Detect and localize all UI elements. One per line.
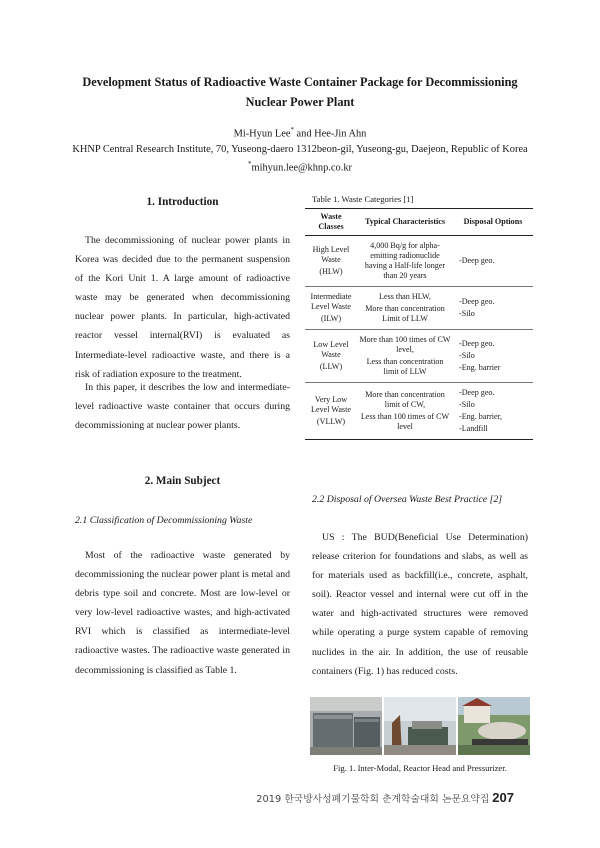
title-line-1: Development Status of Radioactive Waste Container Package for Decommissioning	[82, 75, 518, 89]
subsection-2-2-heading: 2.2 Disposal of Oversea Waste Best Practice [2]	[312, 494, 503, 505]
title-line-2: Nuclear Power Plant	[245, 95, 355, 109]
affiliation: KHNP Central Research Institute, 70, Yuseong-daero 1312beon-gil, Yuseong-gu, Daejeon, Republic of Korea	[72, 143, 528, 155]
waste-class-cell: Intermediate Level Waste (ILW)	[310, 292, 352, 323]
table-caption: Table 1. Waste Categories [1]	[312, 194, 414, 204]
disposal-cell: -Deep geo.	[459, 256, 495, 265]
header-typical-characteristics: Typical Characteristics	[364, 217, 446, 226]
paper-title	[60, 72, 540, 112]
author-email: *mihyun.lee@khnp.co.kr	[248, 160, 352, 174]
waste-class-cell: High Level Waste (HLW)	[312, 245, 350, 276]
pressurizer-photo	[458, 697, 530, 755]
intro-heading: 1. Introduction	[146, 196, 219, 208]
author-names: Mi-Hyun Lee* and Hee-Jin Ahn	[233, 126, 367, 140]
intro-paragraph-2: In this paper, it describes the low and intermediate-level radioactive waste container that occurs during decommissioning at nuclear power plants.	[75, 382, 290, 432]
table-row	[305, 330, 533, 383]
header-waste-classes: Waste Classes	[318, 212, 344, 231]
figure-caption: Fig. 1. Inter-Modal, Reactor Head and Pressurizer.	[333, 763, 507, 773]
disposal-cell: -Deep geo. -Silo	[459, 297, 495, 318]
page-number: 207	[492, 790, 514, 805]
header-disposal-options: Disposal Options	[463, 217, 523, 226]
disposal-cell: -Deep geo. -Silo -Eng. barrier, -Landfill	[459, 388, 503, 433]
main-subject-paragraph: Most of the radioactive waste generated by decommissioning the nuclear power plant is metal and debris type soil and concrete. Most are low-level or very low-level radioactive wastes, and high-activated RVI which is classified as intermediate-level radioactive wastes. The radioactive waste generated in decommissioning is classified as Table 1.	[75, 550, 290, 676]
table-header-row	[305, 209, 533, 236]
characteristics-cell: More than 100 times of CW level, Less than concentration limit of LLW	[359, 335, 451, 376]
disposal-practice-paragraph: US : The BUD(Beneficial Use Determination) release criterion for foundations and slabs, as well as for materials used as backfill(i.e., concrete, asphalt, soil). Reactor vessel and internal were cut off in the water and high-activated structures were removed while operating a purge system capable of removing nuclides in the air. In addition, the use of reusable containers (Fig. 1) has reduced costs.	[312, 532, 528, 677]
characteristics-cell: Less than HLW, More than concentration Limit of LLW	[365, 292, 445, 323]
author-block	[40, 123, 560, 176]
page-footer	[256, 790, 514, 805]
table-row	[305, 383, 533, 440]
waste-class-cell: Low Level Waste (LLW)	[313, 340, 349, 371]
figure-1-photos	[310, 697, 530, 755]
waste-categories-table	[305, 208, 533, 440]
characteristics-cell: More than concentration limit of CW, Less than 100 times of CW level	[360, 390, 450, 431]
characteristics-cell: 4,000 Bq/g for alpha-emitting radionuclide having a Half-life longer than 20 years	[364, 241, 446, 280]
subsection-2-1-heading: 2.1 Classification of Decommissioning Waste	[75, 515, 253, 526]
footer-text: 2019 한국방사성폐기물학회 춘계학술대회 논문요약집	[256, 794, 490, 805]
waste-class-cell: Very Low Level Waste (VLLW)	[311, 395, 351, 426]
disposal-cell: -Deep geo. -Silo -Eng. barrier	[459, 339, 501, 372]
main-subject-heading: 2. Main Subject	[144, 475, 221, 487]
intermodal-container-photo	[310, 697, 382, 755]
table-row	[305, 236, 533, 287]
reactor-head-photo	[384, 697, 456, 755]
table-row	[305, 287, 533, 330]
intro-paragraph-1: The decommissioning of nuclear power plants in Korea was decided due to the permanent suspension of the Kori Unit 1. A large amount of radioactive waste may be generated when decommissioning nuclear power plants. In particular, high-activated reactor vessel internal(RVI) is evaluated as Intermediate-level radioactive waste, and there is a risk of radiation exposure to the treatment.	[75, 235, 290, 380]
